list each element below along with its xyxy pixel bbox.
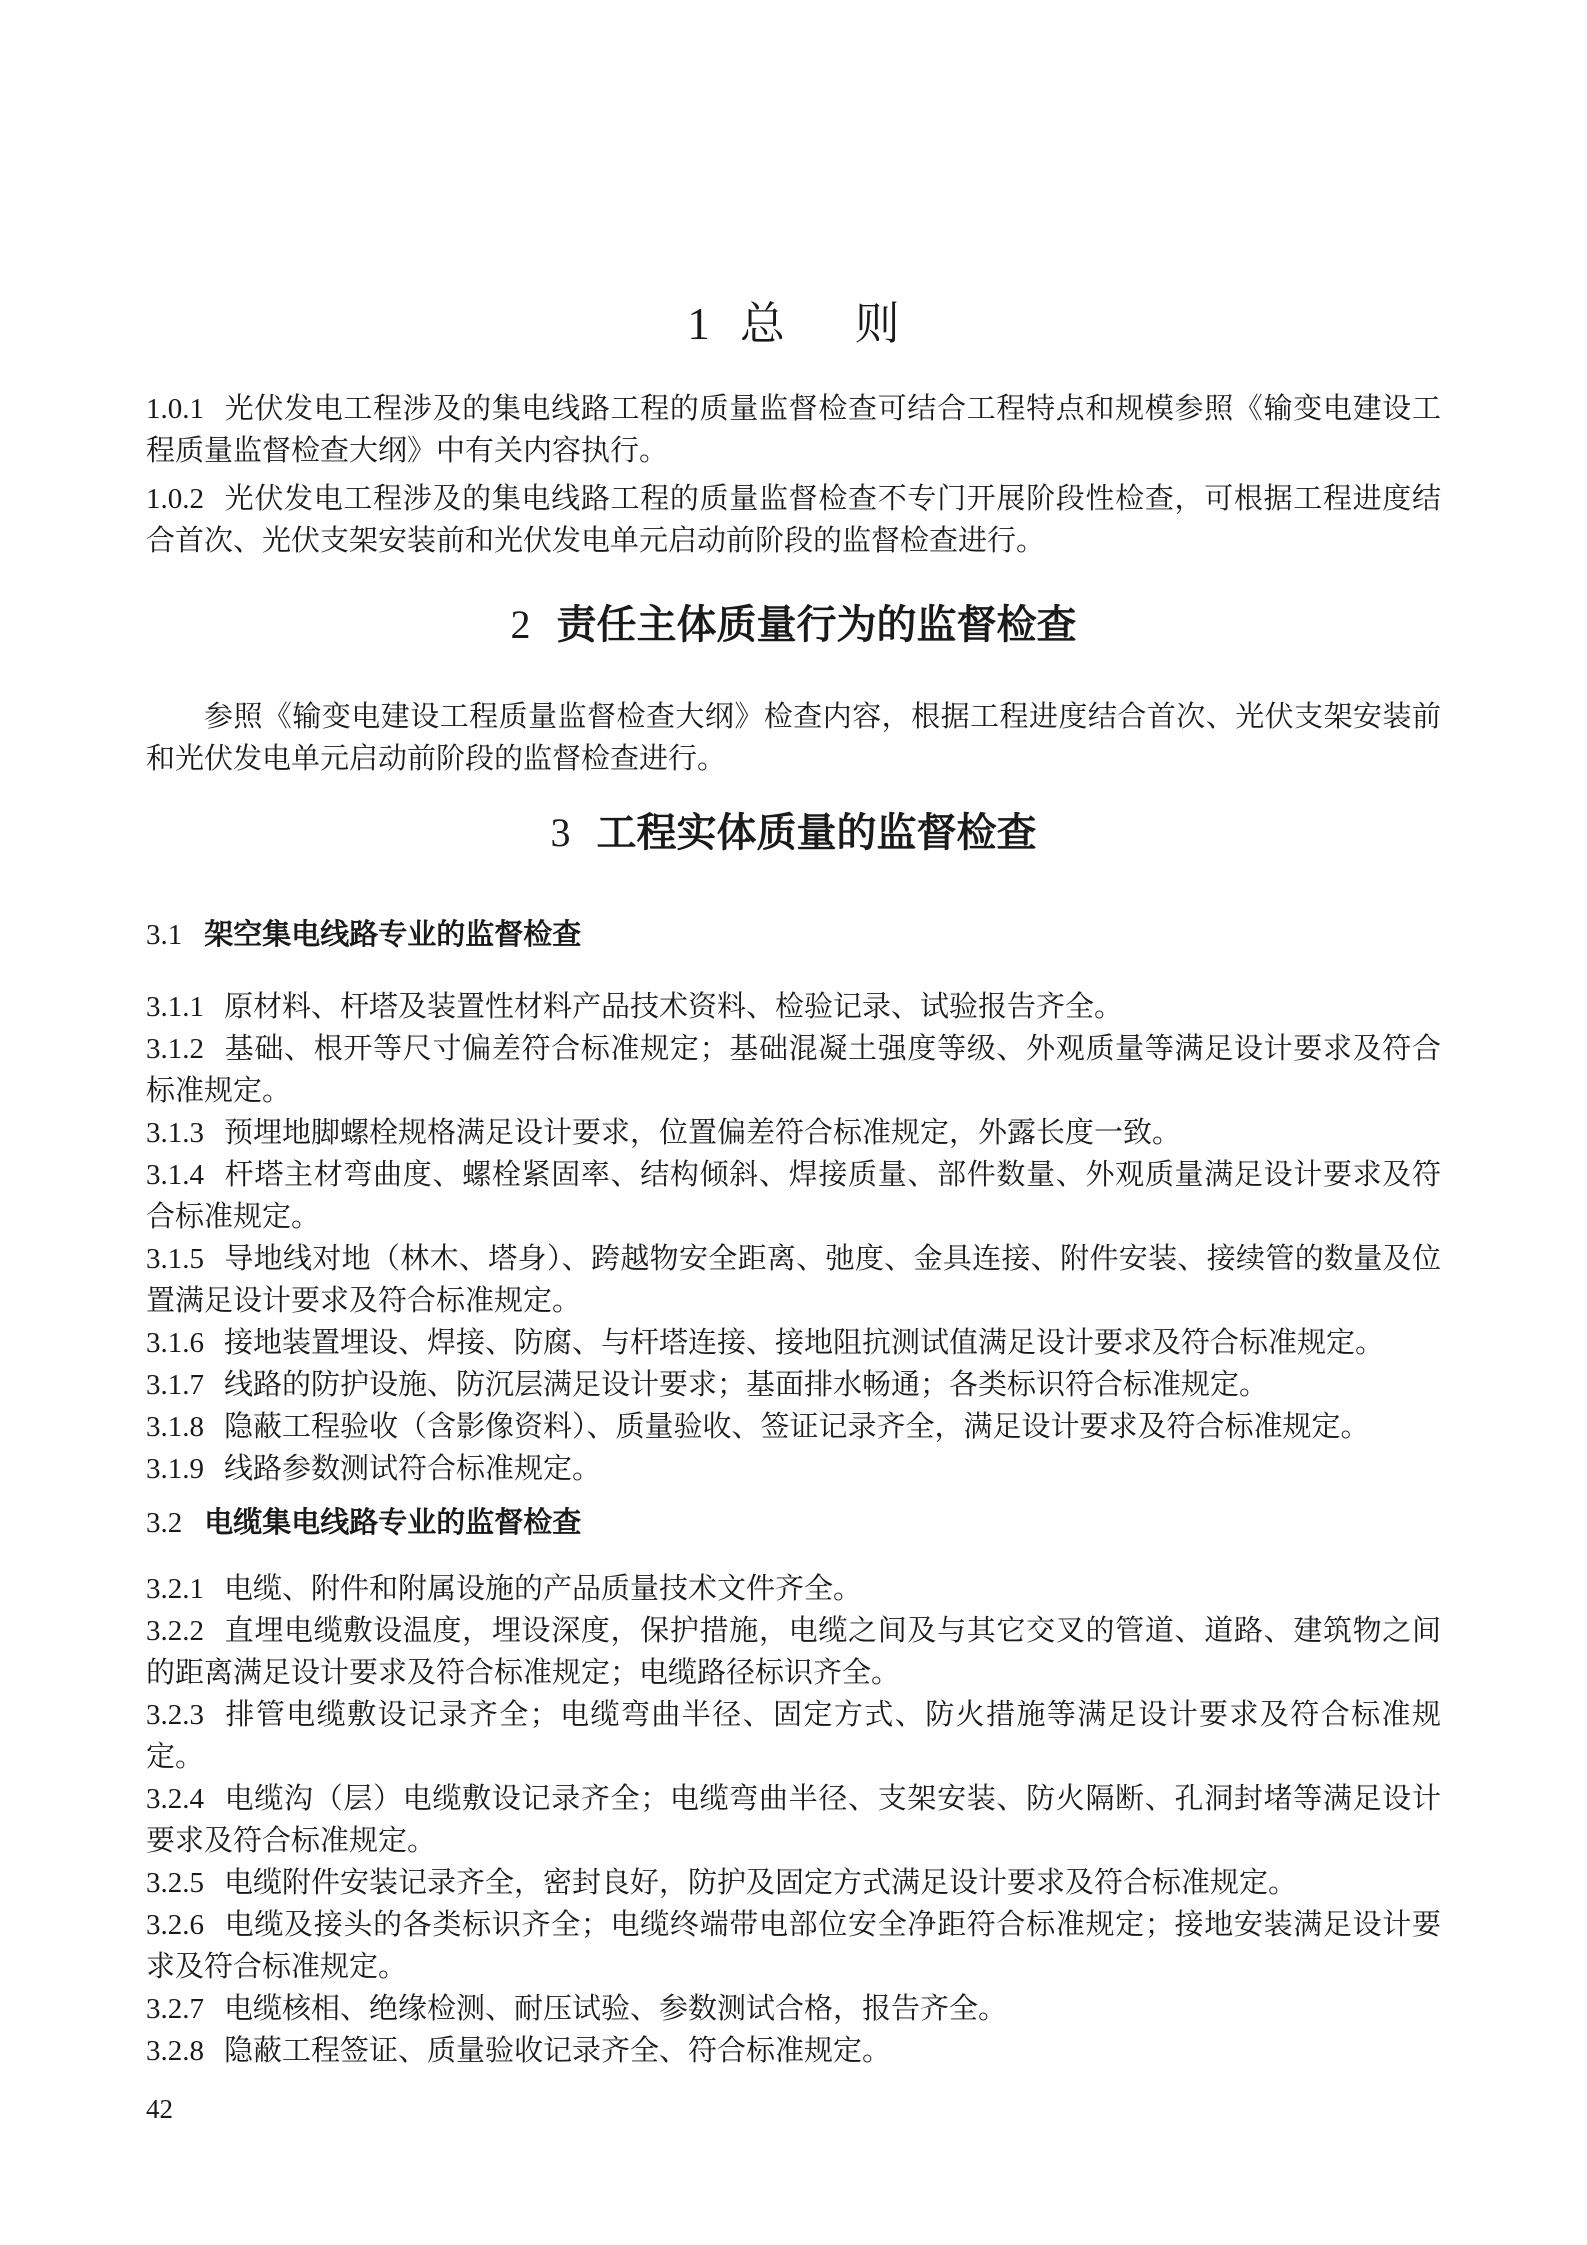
chapter-3-number: 3 [550, 810, 571, 855]
clause-number: 3.1.4 [146, 1159, 204, 1191]
clause-number: 3.1.7 [146, 1369, 204, 1401]
clause-number: 3.2.2 [146, 1615, 204, 1647]
clause-3-2-7 [146, 1988, 1441, 2030]
clause-number: 3.1.3 [146, 1117, 204, 1149]
clause-text: 排管电缆敷设记录齐全；电缆弯曲半径、固定方式、防火措施等满足设计要求及符合标准规定。 [146, 1699, 1441, 1773]
clause-number: 1.0.2 [146, 483, 204, 515]
section-3-2-number: 3.2 [146, 1507, 183, 1539]
chapter-1-clauses [146, 388, 1441, 562]
section-3-2-clauses [146, 1568, 1441, 2072]
clause-text: 隐蔽工程签证、质量验收记录齐全、符合标准规定。 [224, 2035, 892, 2067]
clause-text: 电缆核相、绝缘检测、耐压试验、参数测试合格，报告齐全。 [224, 1993, 1008, 2025]
clause-3-1-4 [146, 1154, 1441, 1238]
clause-text: 光伏发电工程涉及的集电线路工程的质量监督检查不专门开展阶段性检查，可根据工程进度结合首次、光伏支架安装前和光伏发电单元启动前阶段的监督检查进行。 [146, 483, 1441, 557]
chapter-3-heading [146, 808, 1441, 858]
section-3-2-heading [146, 1502, 1441, 1544]
clause-number: 3.1.2 [146, 1033, 204, 1065]
clause-3-1-6 [146, 1322, 1441, 1364]
clause-text: 基础、根开等尺寸偏差符合标准规定；基础混凝土强度等级、外观质量等满足设计要求及符合标准规定。 [146, 1033, 1441, 1107]
clause-3-2-4 [146, 1778, 1441, 1862]
section-3-1-title: 架空集电线路专业的监督检查 [204, 919, 582, 951]
clause-3-2-5 [146, 1862, 1441, 1904]
clause-3-2-6 [146, 1904, 1441, 1988]
clause-text: 直埋电缆敷设温度，埋设深度，保护措施，电缆之间及与其它交叉的管道、道路、建筑物之间的距离满足设计要求及符合标准规定；电缆路径标识齐全。 [146, 1615, 1441, 1689]
section-3-2-title: 电缆集电线路专业的监督检查 [204, 1507, 582, 1539]
clause-text: 原材料、杆塔及装置性材料产品技术资料、检验记录、试验报告齐全。 [224, 991, 1124, 1023]
clause-number: 3.1.1 [146, 991, 204, 1023]
clause-number: 3.2.7 [146, 1993, 204, 2025]
clause-text: 隐蔽工程验收（含影像资料）、质量验收、签证记录齐全，满足设计要求及符合标准规定。 [224, 1411, 1370, 1443]
clause-3-2-8 [146, 2030, 1441, 2072]
chapter-2-paragraph: 参照《输变电建设工程质量监督检查大纲》检查内容，根据工程进度结合首次、光伏支架安装前和光伏发电单元启动前阶段的监督检查进行。 [146, 701, 1441, 775]
clause-text: 电缆及接头的各类标识齐全；电缆终端带电部位安全净距符合标准规定；接地安装满足设计要求及符合标准规定。 [146, 1909, 1441, 1983]
chapter-1-number: 1 [687, 299, 710, 349]
clause-3-1-3 [146, 1112, 1441, 1154]
section-3-1-heading [146, 914, 1441, 956]
clause-3-2-1 [146, 1568, 1441, 1610]
clause-number: 1.0.1 [146, 393, 204, 425]
clause-number: 3.1.5 [146, 1243, 204, 1275]
clause-number: 3.1.8 [146, 1411, 204, 1443]
clause-number: 3.1.6 [146, 1327, 204, 1359]
clause-number: 3.2.6 [146, 1909, 204, 1941]
clause-text: 电缆附件安装记录齐全，密封良好，防护及固定方式满足设计要求及符合标准规定。 [224, 1867, 1298, 1899]
clause-3-1-5 [146, 1238, 1441, 1322]
chapter-1-title: 总 则 [739, 299, 900, 349]
clause-number: 3.2.3 [146, 1699, 204, 1731]
clause-3-1-1 [146, 986, 1441, 1028]
clause-text: 线路参数测试符合标准规定。 [224, 1453, 602, 1485]
clause-1-0-2 [146, 478, 1441, 562]
clause-text: 预埋地脚螺栓规格满足设计要求，位置偏差符合标准规定，外露长度一致。 [224, 1117, 1182, 1149]
chapter-2-heading [146, 600, 1441, 650]
clause-number: 3.2.1 [146, 1573, 204, 1605]
clause-3-2-2 [146, 1610, 1441, 1694]
chapter-1-heading [146, 296, 1441, 352]
section-3-1-number: 3.1 [146, 919, 183, 951]
clause-text: 电缆沟（层）电缆敷设记录齐全；电缆弯曲半径、支架安装、防火隔断、孔洞封堵等满足设计要求及符合标准规定。 [146, 1783, 1441, 1857]
chapter-2-number: 2 [510, 602, 531, 647]
clause-text: 光伏发电工程涉及的集电线路工程的质量监督检查可结合工程特点和规模参照《输变电建设工程质量监督检查大纲》中有关内容执行。 [146, 393, 1441, 467]
page-number: 42 [146, 2094, 173, 2124]
chapter-2-title: 责任主体质量行为的监督检查 [556, 603, 1077, 647]
section-3-1-clauses [146, 986, 1441, 1490]
clause-number: 3.2.8 [146, 2035, 204, 2067]
clause-number: 3.2.5 [146, 1867, 204, 1899]
chapter-3-title: 工程实体质量的监督检查 [596, 811, 1037, 855]
clause-3-1-9 [146, 1448, 1441, 1490]
clause-3-1-8 [146, 1406, 1441, 1448]
clause-3-1-7 [146, 1364, 1441, 1406]
clause-text: 线路的防护设施、防沉层满足设计要求；基面排水畅通；各类标识符合标准规定。 [224, 1369, 1269, 1401]
clause-3-1-2 [146, 1028, 1441, 1112]
clause-text: 导地线对地（林木、塔身）、跨越物安全距离、弛度、金具连接、附件安装、接续管的数量及位置满足设计要求及符合标准规定。 [146, 1243, 1441, 1317]
clause-text: 电缆、附件和附属设施的产品质量技术文件齐全。 [224, 1573, 863, 1605]
clause-number: 3.2.4 [146, 1783, 204, 1815]
clause-text: 接地装置埋设、焊接、防腐、与杆塔连接、接地阻抗测试值满足设计要求及符合标准规定。 [224, 1327, 1385, 1359]
clause-text: 杆塔主材弯曲度、螺栓紧固率、结构倾斜、焊接质量、部件数量、外观质量满足设计要求及符合标准规定。 [146, 1159, 1441, 1233]
clause-number: 3.1.9 [146, 1453, 204, 1485]
clause-1-0-1 [146, 388, 1441, 472]
clause-3-2-3 [146, 1694, 1441, 1778]
